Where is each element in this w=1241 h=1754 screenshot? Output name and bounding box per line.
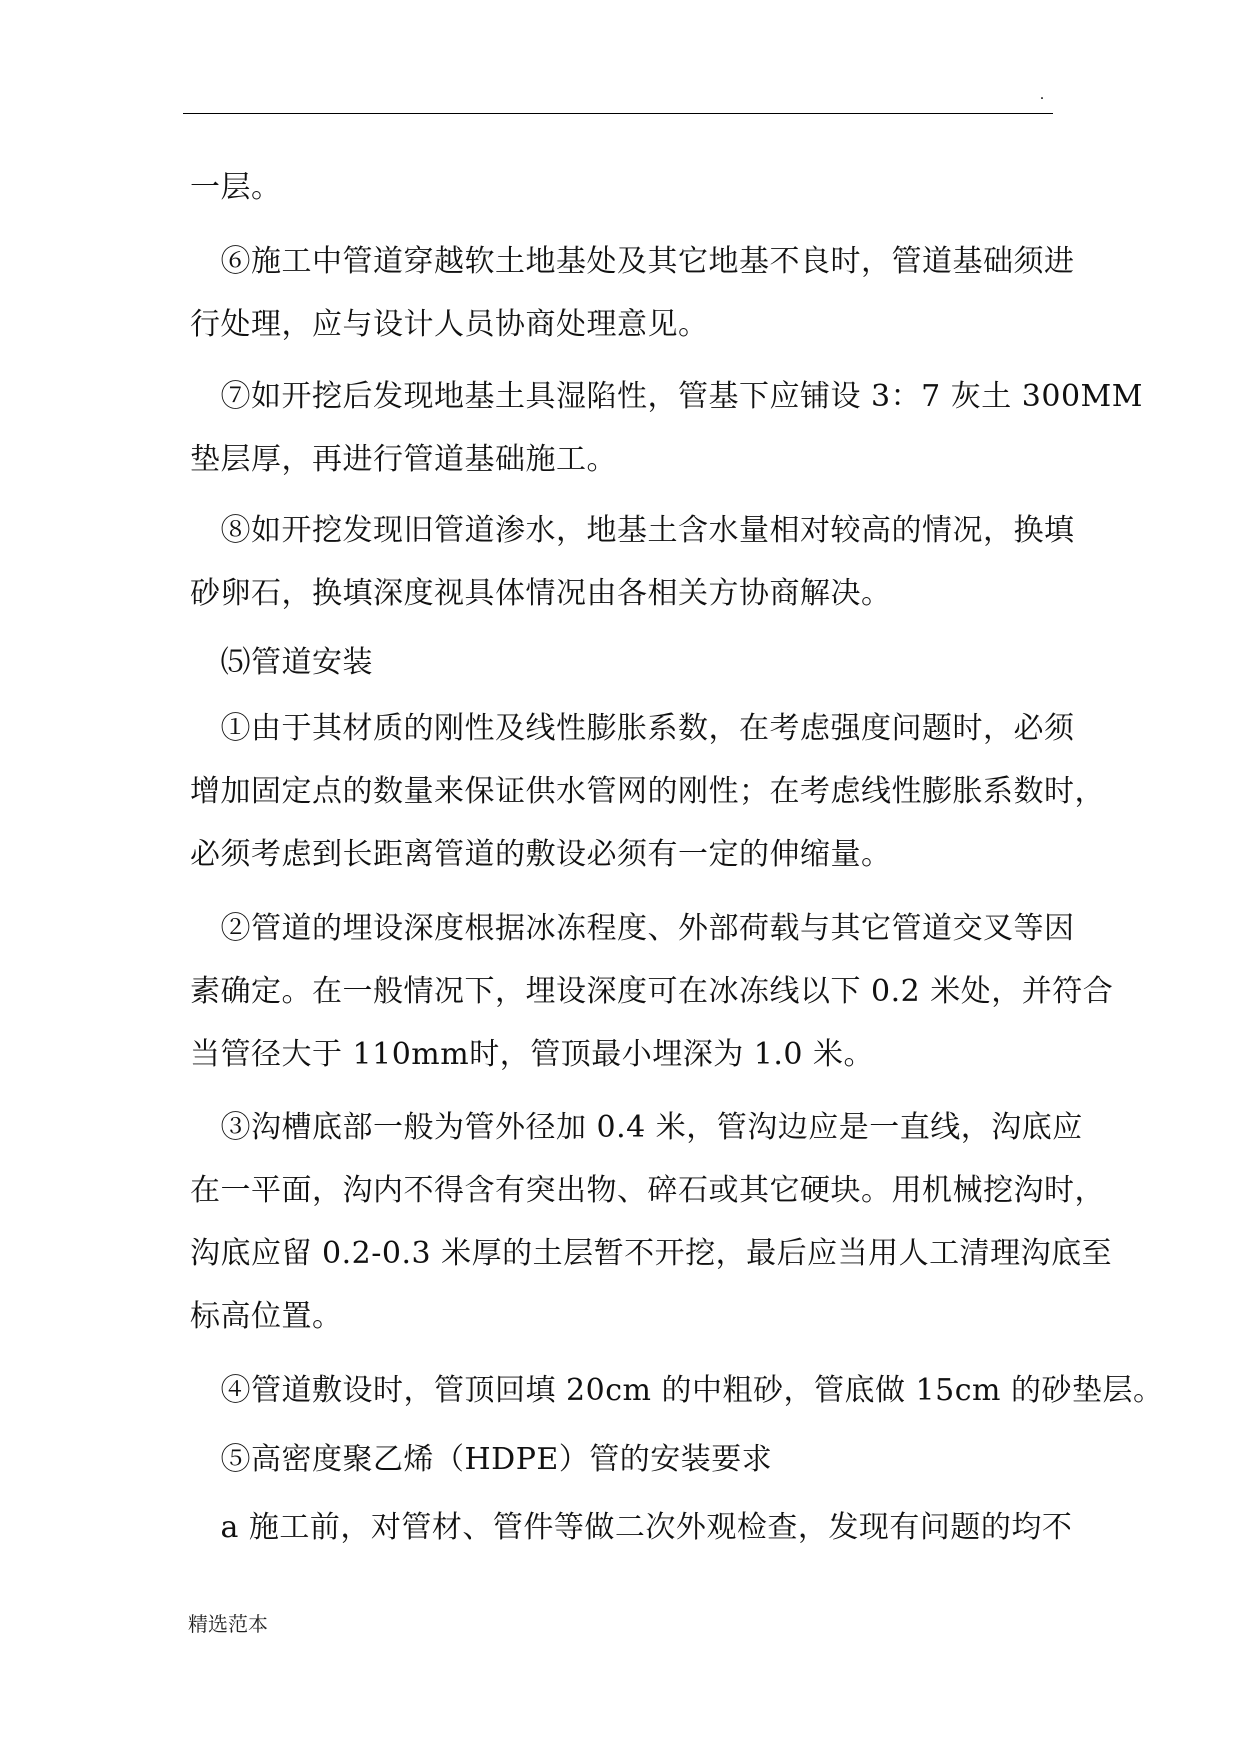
text-line: 当管径大于 110mm时，管顶最小埋深为 1.0 米。 bbox=[190, 1037, 874, 1072]
text-line: 在一平面，沟内不得含有突出物、碎石或其它硬块。用机械挖沟时， bbox=[190, 1173, 1105, 1208]
text-line: ⑧如开挖发现旧管道渗水，地基土含水量相对较高的情况，换填 bbox=[190, 513, 1075, 548]
text-line: 标高位置。 bbox=[190, 1299, 343, 1334]
text-line: ④管道敷设时，管顶回填 20cm 的中粗砂，管底做 15cm 的砂垫层。 bbox=[190, 1373, 1164, 1408]
text-line: 增加固定点的数量来保证供水管网的刚性；在考虑线性膨胀系数时， bbox=[190, 774, 1105, 809]
text-line: ⑤高密度聚乙烯（HDPE）管的安装要求 bbox=[190, 1442, 773, 1477]
text-line: 素确定。在一般情况下，埋设深度可在冰冻线以下 0.2 米处，并符合 bbox=[190, 974, 1114, 1009]
text-line: 一层。 bbox=[190, 170, 282, 205]
text-line: ①由于其材质的刚性及线性膨胀系数，在考虑强度问题时，必须 bbox=[190, 711, 1075, 746]
text-line: ⑥施工中管道穿越软土地基处及其它地基不良时，管道基础须进 bbox=[190, 244, 1075, 279]
text-line: 行处理，应与设计人员协商处理意见。 bbox=[190, 307, 709, 342]
text-line: 必须考虑到长距离管道的敷设必须有一定的伸缩量。 bbox=[190, 837, 892, 872]
text-line: 砂卵石，换填深度视具体情况由各相关方协商解决。 bbox=[190, 576, 892, 611]
text-line: ⑦如开挖后发现地基土具湿陷性，管基下应铺设 3：7 灰土 300MM bbox=[190, 379, 1143, 414]
text-line: 沟底应留 0.2-0.3 米厚的土层暂不开挖，最后应当用人工清理沟底至 bbox=[190, 1236, 1113, 1271]
text-line: 垫层厚，再进行管道基础施工。 bbox=[190, 442, 617, 477]
section-heading: ⑸管道安装 bbox=[190, 645, 373, 680]
header-rule bbox=[183, 113, 1053, 114]
text-line: ③沟槽底部一般为管外径加 0.4 米，管沟边应是一直线，沟底应 bbox=[190, 1110, 1083, 1145]
text-line: a 施工前，对管材、管件等做二次外观检查，发现有问题的均不 bbox=[190, 1510, 1073, 1545]
footer-label: 精选范本 bbox=[188, 1612, 268, 1636]
header-mark: . bbox=[1040, 86, 1044, 103]
text-line: ②管道的埋设深度根据冰冻程度、外部荷载与其它管道交叉等因 bbox=[190, 911, 1075, 946]
